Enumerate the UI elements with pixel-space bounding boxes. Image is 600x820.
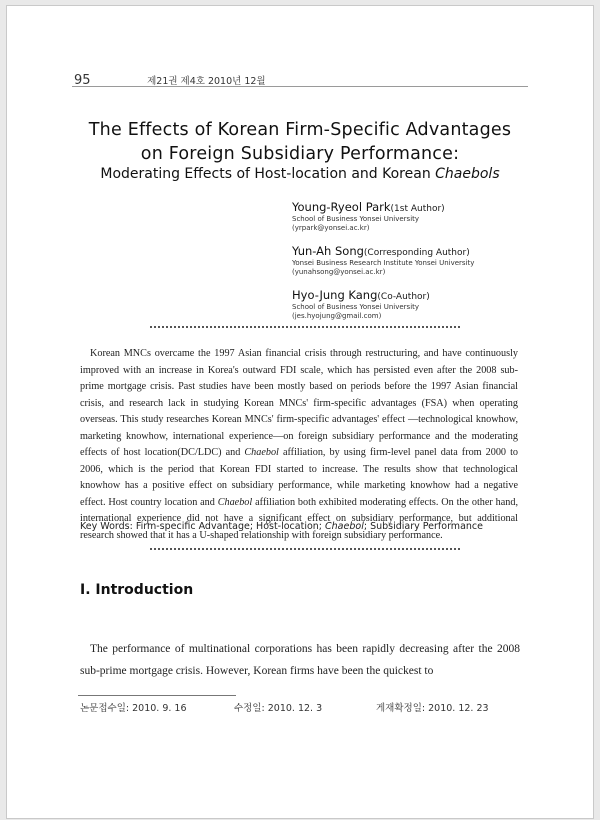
author-block-2 bbox=[292, 240, 474, 277]
abstract-italic: Chaebol bbox=[244, 447, 279, 458]
author-role: (1st Author) bbox=[390, 204, 445, 214]
abstract-italic: Chaebol bbox=[217, 496, 253, 508]
title-line-2: on Foreign Subsidiary Performance: bbox=[140, 144, 460, 164]
footnote-rule bbox=[78, 695, 236, 696]
author-role: (Corresponding Author) bbox=[363, 248, 470, 258]
author-name: Yun-Ah Song bbox=[292, 244, 364, 258]
author-affiliation: School of Business Yonsei University bbox=[292, 215, 420, 223]
abstract bbox=[80, 346, 518, 544]
author-role: (Co-Author) bbox=[377, 292, 430, 302]
author-name: Young-Ryeol Park bbox=[292, 200, 391, 214]
keywords-text: Key Words: Firm-specific Advantage; Host-location; bbox=[80, 521, 326, 532]
section-heading: Ⅰ. Introduction bbox=[80, 582, 194, 598]
journal-info: 제21권 제4호 2010년 12월 bbox=[147, 76, 266, 87]
subtitle-text: Moderating Effects of Host-location and Korean bbox=[100, 166, 436, 182]
abstract-text: Korean MNCs overcame the 1997 Asian financial crisis through restructuring, and have continuously improved with an increase in Korea's outward FDI scale, which has persisted even after the 2008 sub-prime mortgage crisis. Past studies have been mostly based on periods before the 1997 Asian financial crisis, and research lack in studying Korean MNCs' firm-specific advantages (FSA) when operating overseas. This study researches Korean MNCs' firm-specific advantages' effect —technological knowhow, marketing knowhow, international experience—on foreign subsidiary performance and the moderating effects of host location(DC/LDC) and bbox=[80, 348, 518, 458]
received-date: 논문접수일: 2010. 9. 16 bbox=[80, 703, 187, 714]
author-block-3 bbox=[292, 284, 430, 321]
revised-date: 수정일: 2010. 12. 3 bbox=[234, 703, 323, 714]
paper-subtitle bbox=[60, 164, 540, 184]
author-email: (yunahsong@yonsei.ac.kr) bbox=[292, 268, 386, 276]
body-paragraph: The performance of multinational corporations has been rapidly decreasing after the 2008 sub-prime mortgage crisis. However, Korean firms have been the quickest to bbox=[80, 643, 520, 677]
title-line-1: The Effects of Korean Firm-Specific Advantages bbox=[88, 120, 512, 140]
paper-title bbox=[60, 118, 540, 166]
author-affiliation: Yonsei Business Research Institute Yonsei University bbox=[292, 259, 475, 267]
page-number: 95 bbox=[74, 73, 91, 88]
header-rule bbox=[72, 86, 528, 87]
author-affiliation: School of Business Yonsei University bbox=[292, 303, 420, 311]
keywords bbox=[80, 521, 483, 532]
author-email: (yrpark@yonsei.ac.kr) bbox=[292, 224, 370, 232]
author-email: (jes.hyojung@gmail.com) bbox=[292, 312, 382, 320]
author-block-1 bbox=[292, 196, 445, 233]
keywords-italic: Chaebol bbox=[325, 521, 364, 532]
dotted-divider-bottom bbox=[150, 548, 460, 550]
author-name: Hyo-Jung Kang bbox=[292, 288, 378, 302]
dotted-divider-top bbox=[150, 326, 460, 328]
abstract-text: affiliation, by using firm-level panel data from 2000 to 2006, which is the period that Korean FDI started to increase. The results show that technological knowhow has a positive effect on subsidiary performance, while marketing knowhow had a negative effect. Host country location and bbox=[80, 447, 518, 508]
subtitle-italic: Chaebols bbox=[435, 166, 500, 182]
keywords-text: ; Subsidiary Performance bbox=[363, 521, 483, 532]
accepted-date: 게재확정일: 2010. 12. 23 bbox=[376, 703, 489, 714]
abstract-text: affiliation both exhibited moderating effects. On the other hand, international experience did not have a significant effect on subsidiary performance, but additional research showed that it has a U-shaped relationship with foreign subsidiary performance. bbox=[80, 496, 518, 541]
